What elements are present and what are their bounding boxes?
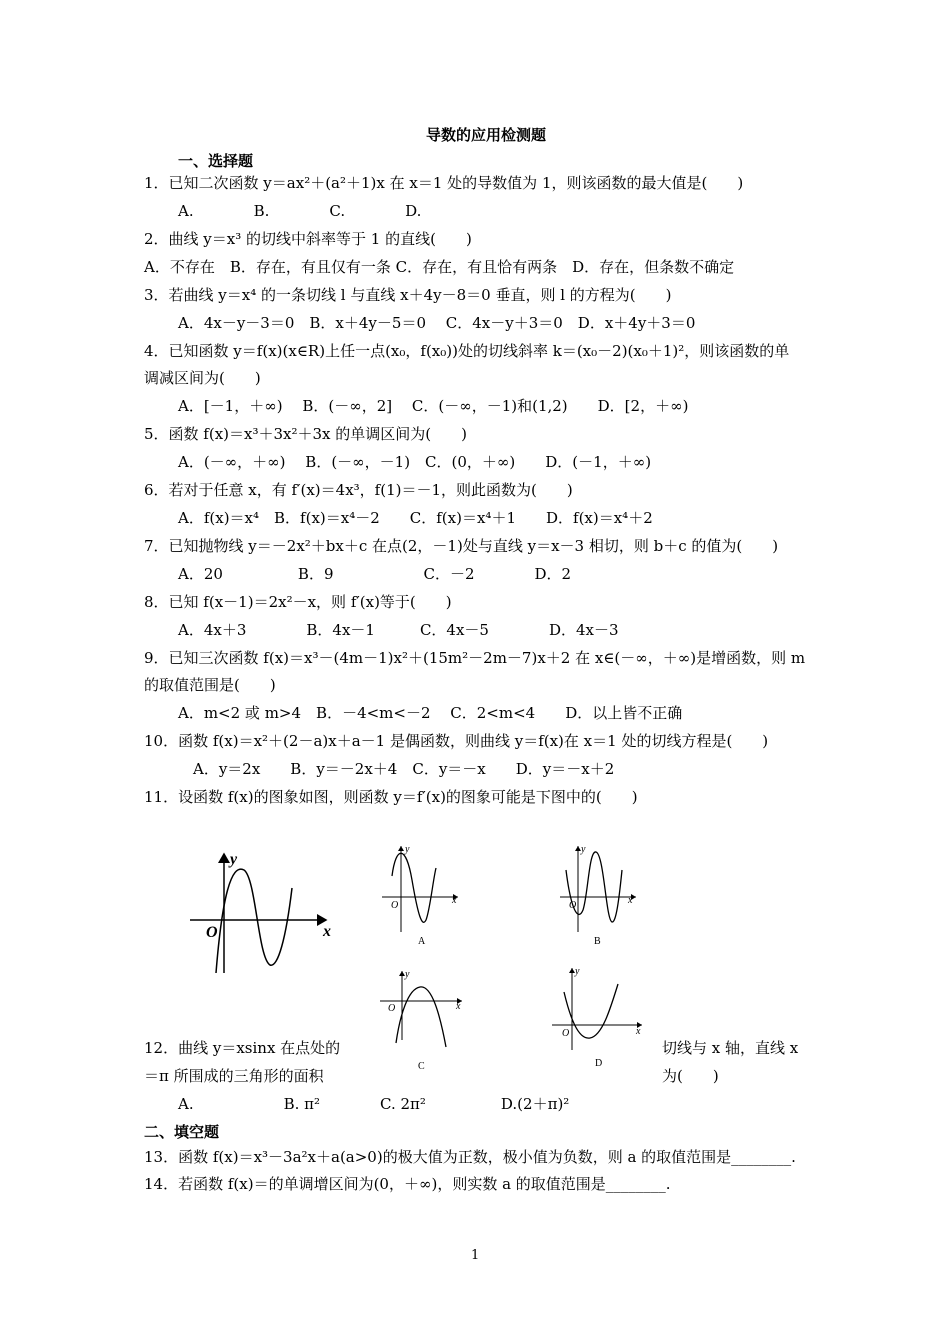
question-12-right-2: 为( ) [662,1067,719,1085]
question-10-options: A．y＝2x B．y＝－2x＋4 C．y＝－x D．y＝－x＋2 [193,760,615,778]
figure-fx-origin: O [206,924,218,941]
question-3-options: A．4x－y－3＝0 B．x＋4y－5＝0 C．4x－y＋3＝0 D．x＋4y＋3＝0 [178,314,696,332]
figure-option-a [378,840,468,950]
figure-option-d [550,962,650,1072]
figure-b-origin: O [569,900,577,911]
question-6-options: A．f(x)＝x⁴ B．f(x)＝x⁴－2 C．f(x)＝x⁴＋1 D．f(x)＝x⁴＋2 [178,509,653,527]
question-12-left-1: 12．曲线 y＝xsinx 在点处的 [144,1039,341,1057]
figure-fx [186,848,336,978]
figure-d-x-label: x [636,1026,641,1037]
section-heading-choice: 一、选择题 [178,152,254,170]
question-8-options: A．4x＋3 B．4x－1 C．4x－5 D．4x－3 [178,621,619,639]
question-12-right-1: 切线与 x 轴，直线 x [662,1039,799,1057]
question-2: 2．曲线 y＝x³ 的切线中斜率等于 1 的直线( ) [144,230,472,248]
section-heading-fill: 二、填空题 [144,1123,220,1141]
question-9: 9．已知三次函数 f(x)＝x³－(4m－1)x²＋(15m²－2m－7)x＋2 在 x∈(－∞，＋∞)是增函数，则 m [144,649,806,667]
figure-a-origin: O [391,900,399,911]
question-1: 1．已知二次函数 y＝ax²＋(a²＋1)x 在 x＝1 处的导数值为 1，则该函数的最大值是( ) [144,174,744,192]
figure-fx-y-label: y [230,851,238,868]
question-5: 5．函数 f(x)＝x³＋3x²＋3x 的单调区间为( ) [144,425,467,443]
figure-d-y-label: y [575,966,580,977]
question-9-options: A．m<2 或 m>4 B．－4<m<－2 C．2<m<4 D．以上皆不正确 [178,704,683,722]
figure-b-x-label: x [628,895,633,906]
figure-fx-x-label: x [323,923,331,940]
question-8: 8．已知 f(x－1)＝2x²－x，则 f′(x)等于( ) [144,593,452,611]
question-12-options: A. B. π² C. 2π² D.(2＋π)² [178,1095,570,1113]
question-7: 7．已知抛物线 y＝－2x²＋bx＋c 在点(2，－1)处与直线 y＝x－3 相切，则 b＋c 的值为( ) [144,537,779,555]
figure-a-y-label: y [405,844,410,855]
question-3: 3．若曲线 y＝x⁴ 的一条切线 l 与直线 x＋4y－8＝0 垂直，则 l 的方程为( ) [144,286,672,304]
figure-c-origin: O [388,1003,396,1014]
question-6: 6．若对于任意 x，有 f′(x)＝4x³，f(1)＝－1，则此函数为( ) [144,481,573,499]
question-1-options: A. B. C. D. [178,202,422,220]
question-9-cont: 的取值范围是( ) [144,676,276,694]
question-14: 14．若函数 f(x)＝的单调增区间为(0，＋∞)，则实数 a 的取值范围是________. [144,1175,671,1193]
figure-b-label: B [594,936,601,947]
figure-d-label: D [595,1058,603,1069]
question-4-cont: 调减区间为( ) [144,369,261,387]
figure-d-origin: O [562,1028,570,1039]
figure-a-label: A [418,936,426,947]
page-title: 导数的应用检测题 [426,126,547,144]
question-11: 11．设函数 f(x)的图象如图，则函数 y＝f′(x)的图象可能是下图中的( ) [144,788,638,806]
question-13: 13．函数 f(x)＝x³－3a²x＋a(a>0)的极大值为正数，极小值为负数，则 a 的取值范围是________. [144,1148,796,1166]
figure-c-y-label: y [405,969,410,980]
figure-option-b [556,840,646,950]
figure-c-x-label: x [456,1001,461,1012]
figure-c-label: C [418,1061,425,1072]
question-12-left-2: ＝π 所围成的三角形的面积 [144,1067,324,1085]
page-number: 1 [471,1248,480,1263]
figure-option-c [378,965,468,1075]
question-5-options: A．(－∞，＋∞) B．(－∞，－1) C．(0，＋∞) D．(－1，＋∞) [178,453,652,471]
question-2-options: A．不存在 B．存在，有且仅有一条 C．存在，有且恰有两条 D．存在，但条数不确定 [144,258,735,276]
question-7-options: A．20 B．9 C．－2 D．2 [178,565,572,583]
figure-a-x-label: x [452,895,457,906]
question-4: 4．已知函数 y＝f(x)(x∈R)上任一点(x₀，f(x₀))处的切线斜率 k＝(x₀－2)(x₀＋1)²，则该函数的单 [144,342,790,360]
figure-b-y-label: y [581,844,586,855]
question-4-options: A．[－1，＋∞) B．(－∞，2] C．(－∞，－1)和(1,2) D．[2，＋∞) [178,397,689,415]
question-10: 10．函数 f(x)＝x²＋(2－a)x＋a－1 是偶函数，则曲线 y＝f(x)在 x＝1 处的切线方程是( ) [144,732,769,750]
